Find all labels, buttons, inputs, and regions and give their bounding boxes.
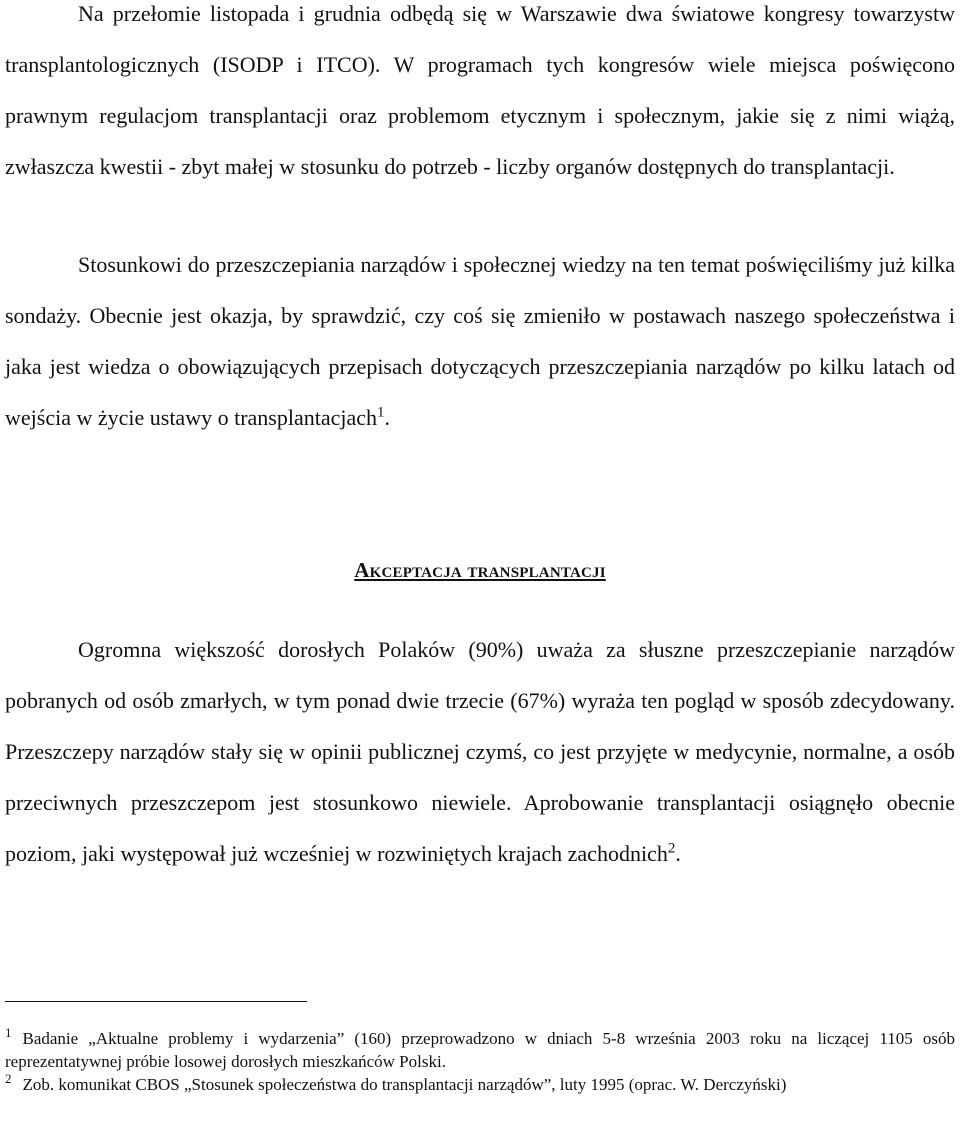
paragraph-survey-end: . — [384, 405, 391, 430]
paragraph-acceptance — [5, 624, 955, 879]
footnote-reference-2[interactable]: 2 — [667, 840, 676, 857]
footnote-divider — [5, 1001, 307, 1002]
paragraph-intro-indent — [5, 1, 78, 26]
footnote-2-text: Zob. komunikat CBOS „Stosunek społeczeństwa do transplantacji narządów”, luty 1995 (oprac. W. Derczyński) — [22, 1075, 787, 1094]
footnotes — [5, 1027, 955, 1096]
footnote-1-text: Badanie „Aktualne problemy i wydarzenia” (160) przeprowadzono w dniach 5-8 września 2003 roku na liczącej 1105 osób reprezentatywnej próbie losowej dorosłych mieszkańców Polski. — [5, 1029, 955, 1071]
footnote-2 — [5, 1073, 955, 1096]
paragraph-survey-indent — [5, 252, 78, 277]
paragraph-survey-text: Stosunkowi do przeszczepiania narządów i społecznej wiedzy na ten temat poświęciliśmy już kilka sondaży. Obecnie jest okazja, by sprawdzić, czy coś się zmieniło w postawach naszego społeczeństwa i jaka jest wiedza o obowiązujących przepisach dotyczących przeszczepiania narządów po kilku latach od wejścia w życie ustawy o transplantacjach — [5, 252, 955, 430]
paragraph-acceptance-indent — [5, 637, 78, 662]
footnote-1 — [5, 1027, 955, 1073]
paragraph-survey-context — [5, 239, 955, 443]
paragraph-acceptance-end: . — [675, 841, 681, 866]
footnote-2-mark: 2 — [5, 1071, 12, 1087]
paragraph-intro — [5, 0, 955, 192]
footnote-1-mark: 1 — [5, 1025, 12, 1041]
section-heading: Akceptacja transplantacji — [354, 558, 606, 582]
footnote-reference-1[interactable]: 1 — [377, 404, 385, 421]
paragraph-acceptance-text: Ogromna większość dorosłych Polaków (90%) uważa za słuszne przeszczepianie narządów pobranych od osób zmarłych, w tym ponad dwie trzecie (67%) wyraża ten pogląd w sposób zdecydowany. Przeszczepy narządów stały się w opinii publicznej czymś, co jest przyjęte w medycynie, normalne, a osób przeciwnych przeszczepom jest stosunkowo niewiele. Aprobowanie transplantacji osiągnęło obecnie poziom, jaki występował już wcześniej w rozwiniętych krajach zachodnich — [5, 637, 955, 866]
paragraph-intro-text: Na przełomie listopada i grudnia odbędą się w Warszawie dwa światowe kongresy towarzystw transplantologicznych (ISODP i ITCO). W programach tych kongresów wiele miejsca poświęcono prawnym regulacjom transplantacji oraz problemom etycznym i społecznym, jakie się z nimi wiążą, zwłaszcza kwestii - zbyt małej w stosunku do potrzeb - liczby organów dostępnych do transplantacji. — [5, 1, 955, 179]
